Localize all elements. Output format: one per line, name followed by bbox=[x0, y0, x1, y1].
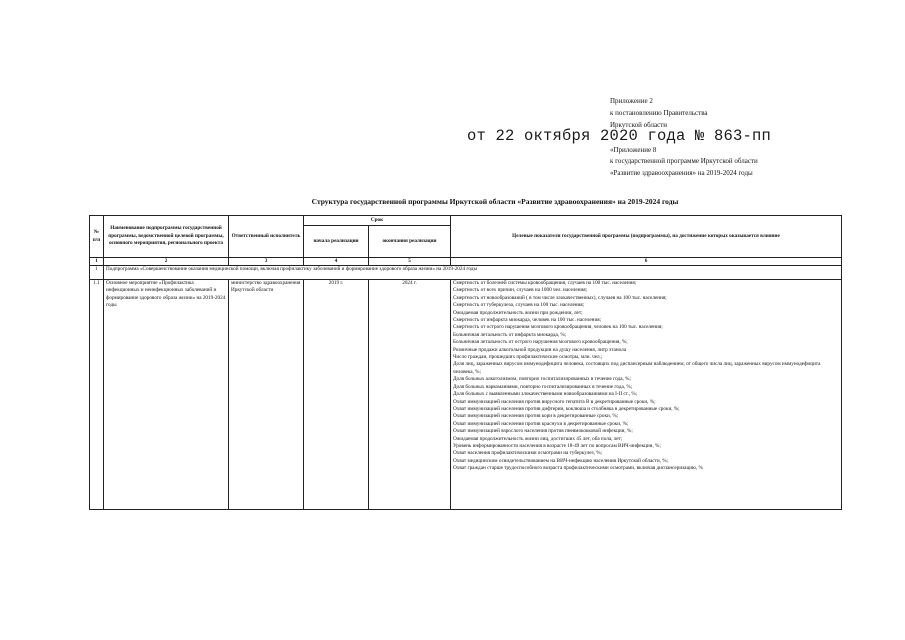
target-indicator: Охват иммунизацией взрослого населения против пневмококковой инфекции, %; bbox=[453, 428, 633, 435]
row-start-year: 2019 г. bbox=[304, 280, 369, 510]
col-header-targets: Целевые показатели государственной программы (подпрограммы), на достижение которых оказывается влияние bbox=[451, 216, 842, 258]
target-indicator: Доля больных с выявленными злокачественными новообразованиями на I-II ст., %; bbox=[453, 391, 638, 398]
target-indicator: Смертность от новообразований ( в том числе злокачественных), случаев на 100 тыс. населения; bbox=[453, 294, 667, 301]
target-indicator: Смертность от всех причин, случаев на 1000 чел. населения; bbox=[453, 287, 588, 294]
header-line-4: «Приложение 8 bbox=[610, 146, 657, 154]
target-indicator: Больничная летальность от инфаркта миокарда, %; bbox=[453, 331, 567, 338]
subprogram-title: Подпрограмма «Совершенствование оказания медицинской помощи, включая профилактику заболеваний и формирование здорового образа жизни» на 2019-2024 годы bbox=[104, 266, 842, 280]
target-indicator: Смертность от инфаркта миокарда, человек на 100 тыс. населения; bbox=[453, 317, 602, 324]
target-indicator: Доля лиц, зараженных вирусом иммунодефицита человека, состоящих под диспансерным наблюдением, от общего числа лиц, зараженных вирусом иммунодефицита человека, %; bbox=[453, 361, 821, 375]
resolution-stamp: от 22 октября 2020 года № 863-пп bbox=[467, 127, 772, 145]
target-indicator: Охват медицинским освидетельствованием на ВИЧ-инфекцию населения Иркутской области, %; bbox=[453, 457, 668, 464]
header-line-3: Иркутской области bbox=[610, 121, 668, 129]
target-indicator: Охват иммунизацией населения против дифтерии, коклюша и столбняка в декретированные сроки, %; bbox=[453, 405, 680, 412]
target-indicator: Доля больных алкоголизмом, повторно госпитализированных в течение года, %; bbox=[453, 376, 631, 383]
col-header-name: Наименование подпрограммы государственной программы, ведомственной целевой программы, основного мероприятия, регионального проекта bbox=[104, 216, 229, 258]
col-header-executor: Ответственный исполнитель bbox=[229, 216, 304, 258]
col-header-term: Срок bbox=[304, 216, 451, 226]
col-number: 3 bbox=[229, 258, 304, 266]
target-indicator: Число граждан, прошедших профилактические осмотры, млн. чел.; bbox=[453, 354, 603, 361]
table-row bbox=[90, 280, 842, 510]
document-title: Структура государственной программы Иркутской области «Развитие здравоохранения» на 2019-2024 годы bbox=[311, 197, 679, 206]
col-header-end: окончания реализации bbox=[369, 226, 451, 258]
target-indicator: Больничная летальность от острого нарушения мозгового кровообращения, %; bbox=[453, 339, 628, 346]
target-indicator: Уровень информированности населения в возрасте 18-49 лет по вопросам ВИЧ-инфекции, %; bbox=[453, 442, 661, 449]
col-number: 2 bbox=[104, 258, 229, 266]
row-activity-name: Основное мероприятие «Профилактика инфекционных и неинфекционных заболеваний и формирование здорового образа жизни» на 2019-2024 годы bbox=[104, 280, 229, 510]
target-indicator: Охват иммунизацией населения против вирусного гепатита В в декретированные сроки, %; bbox=[453, 398, 656, 405]
row-targets bbox=[451, 280, 842, 510]
col-number: 1 bbox=[90, 258, 104, 266]
target-indicator: Смертность от туберкулеза, случаев на 100 тыс. населения; bbox=[453, 302, 585, 309]
header-line-2: к постановлению Правительства bbox=[610, 109, 708, 117]
col-header-num: № п/п bbox=[90, 216, 104, 258]
cell-blank-space bbox=[453, 473, 839, 509]
structure-table bbox=[89, 215, 842, 510]
target-indicator: Ожидаемая продолжительность жизни при рождении, лет; bbox=[453, 309, 583, 316]
target-indicator: Ожидаемая продолжительность жизни лиц, достигших 45 лет, оба пола, лет; bbox=[453, 435, 623, 442]
structure-table-container bbox=[89, 215, 841, 510]
subprogram-row bbox=[90, 266, 842, 280]
target-indicator: Охват граждан старше трудоспособного возраста профилактическими осмотрами, включая диспансеризацию, % bbox=[453, 465, 703, 472]
target-indicator: Охват населения профилактическими осмотрами на туберкулез, %; bbox=[453, 450, 602, 457]
header-line-1: Приложение 2 bbox=[610, 97, 653, 105]
target-indicator: Смертность от острого нарушения мозгового кровообращения, человек на 100 тыс. населения; bbox=[453, 324, 663, 331]
target-indicator: Розничные продажи алкогольной продукции на душу населения, литр этанола bbox=[453, 346, 627, 353]
header-line-6: «Развитие здравоохранения» на 2019-2024 годы bbox=[610, 169, 753, 177]
col-number: 4 bbox=[304, 258, 369, 266]
target-indicator: Охват иммунизацией населения против краснухи в декретированные сроки, %; bbox=[453, 420, 629, 427]
col-number: 5 bbox=[369, 258, 451, 266]
target-indicator: Смертность от болезней системы кровообращения, случаев на 100 тыс. населения; bbox=[453, 280, 637, 286]
target-indicator: Доля больных наркоманиями, повторно госпитализированных в течение года, %; bbox=[453, 383, 633, 390]
target-indicator: Охват иммунизацией населения против кори в декретированные сроки, %; bbox=[453, 413, 619, 420]
header-line-5: к государственной программе Иркутской области bbox=[610, 157, 758, 165]
column-number-row bbox=[90, 258, 842, 266]
col-number: 6 bbox=[451, 258, 842, 266]
row-end-year: 2024 г. bbox=[369, 280, 451, 510]
row-num: 1.1 bbox=[90, 280, 104, 510]
row-executor: министерство здравоохранения Иркутской области bbox=[229, 280, 304, 510]
col-header-start: начала реализации bbox=[304, 226, 369, 258]
subprogram-num: 1 bbox=[90, 266, 104, 280]
